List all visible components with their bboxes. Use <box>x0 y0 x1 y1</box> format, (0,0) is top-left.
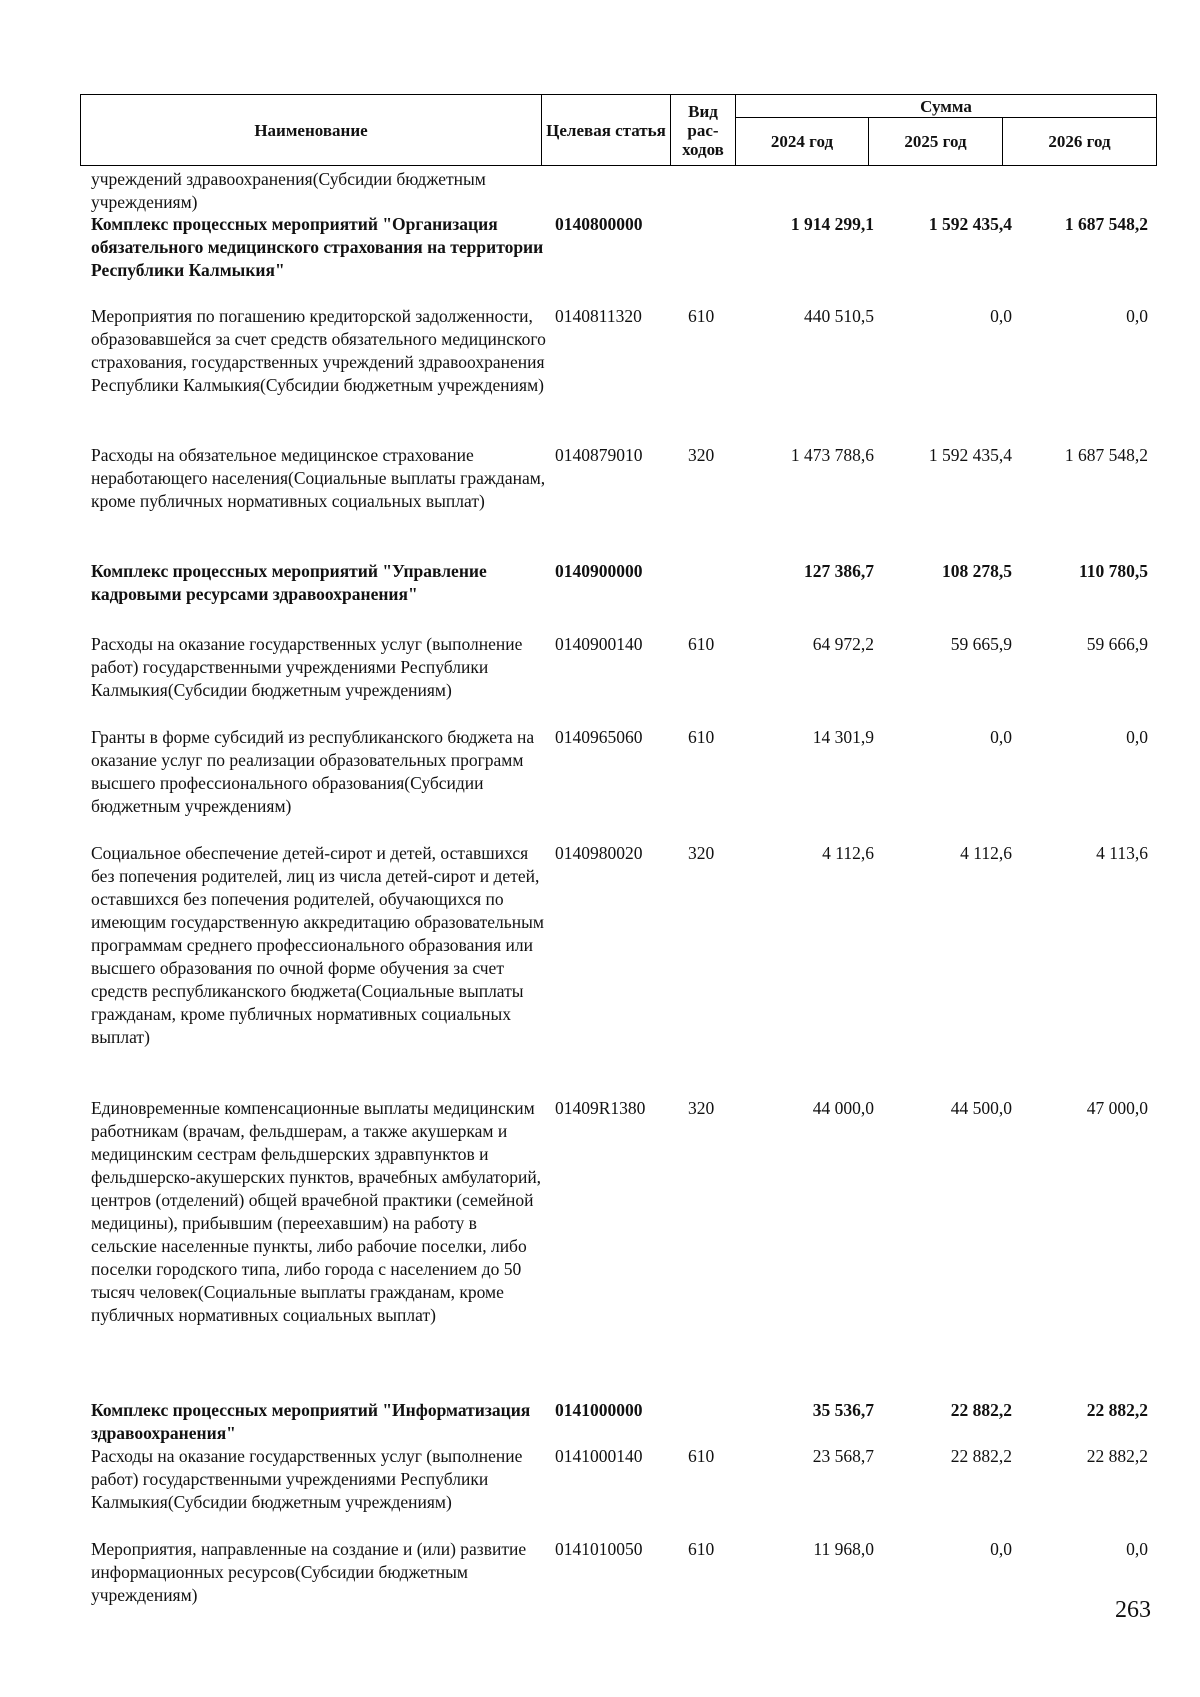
header-2024: 2024 год <box>770 132 834 151</box>
row-2024: 35 536,7 <box>812 1400 874 1420</box>
row-2024: 4 112,6 <box>822 843 874 863</box>
row-code: 0140965060 <box>555 727 643 747</box>
row-2024: 127 386,7 <box>804 561 874 581</box>
row-2025: 1 592 435,4 <box>928 445 1012 465</box>
row-code: 01409R1380 <box>555 1098 646 1118</box>
row-name: Гранты в форме субсидий из республиканского бюджета на оказание услуг по реализации образовательных программ высшего профессионального образования(Субсидии бюджетным учреждениям) <box>91 727 535 816</box>
row-2026: 22 882,2 <box>1086 1400 1148 1420</box>
row-2025: 4 112,6 <box>960 843 1012 863</box>
row-name: Комплекс процессных мероприятий "Организация обязательного медицинского страхования на территории Республики Калмыкия" <box>91 214 544 280</box>
row-name: Комплекс процессных мероприятий "Управление кадровыми ресурсами здравоохранения" <box>91 561 487 604</box>
row-kind: 610 <box>688 727 715 747</box>
row-2025: 22 882,2 <box>950 1446 1012 1466</box>
row-2026: 0,0 <box>1126 1539 1148 1559</box>
header-2026: 2026 год <box>1048 132 1111 151</box>
row-code: 0141000000 <box>555 1400 643 1420</box>
row-2025: 0,0 <box>990 727 1012 747</box>
row-name: Комплекс процессных мероприятий "Информатизация здравоохранения" <box>91 1400 531 1443</box>
table-header <box>80 94 1157 166</box>
row-2026: 47 000,0 <box>1086 1098 1148 1118</box>
row-kind: 610 <box>688 634 715 654</box>
row-name: Расходы на оказание государственных услуг (выполнение работ) государственными учреждениями Республики Калмыкия(Субсидии бюджетным учреждениям) <box>91 1446 523 1512</box>
row-2024: 44 000,0 <box>812 1098 874 1118</box>
row-2026: 0,0 <box>1126 727 1148 747</box>
row-2026: 59 666,9 <box>1086 634 1148 654</box>
row-2026: 1 687 548,2 <box>1064 214 1148 234</box>
header-kind: Вид рас-ходов <box>682 101 724 159</box>
header-sum: Сумма <box>920 97 972 116</box>
row-2025: 0,0 <box>990 1539 1012 1559</box>
row-2025: 44 500,0 <box>950 1098 1012 1118</box>
row-2025: 22 882,2 <box>950 1400 1012 1420</box>
row-2024: 1 914 299,1 <box>790 214 874 234</box>
row-kind: 320 <box>688 843 715 863</box>
row-2024: 11 968,0 <box>813 1539 874 1559</box>
row-name: Расходы на оказание государственных услуг (выполнение работ) государственными учреждениями Республики Калмыкия(Субсидии бюджетным учреждениям) <box>91 634 523 700</box>
row-2024: 23 568,7 <box>812 1446 874 1466</box>
row-2024: 14 301,9 <box>812 727 874 747</box>
row-name: Единовременные компенсационные выплаты медицинским работникам (врачам, фельдшерам, а также акушеркам и медицинским сестрам фельдшерских здравпунктов и фельдшерско-акушерских пунктов, врачебных амбулаторий, центров (отделений) общей врачебной практики (семейной медицины), прибывшим (переехавшим) на работу в сельские населенные пункты, либо рабочие поселки, либо поселки городского типа, либо города с населением до 50 тысяч человек(Социальные выплаты гражданам, кроме публичных нормативных социальных выплат) <box>91 1098 542 1325</box>
row-code: 0141010050 <box>555 1539 643 1559</box>
header-2025: 2025 год <box>904 132 967 151</box>
row-2026: 1 687 548,2 <box>1064 445 1148 465</box>
row-code: 0140879010 <box>555 445 643 465</box>
row-name: учреждений здравоохранения(Субсидии бюджетным учреждениям) <box>91 169 486 212</box>
row-kind: 610 <box>688 1539 715 1559</box>
row-kind: 320 <box>688 1098 715 1118</box>
row-code: 0140980020 <box>555 843 643 863</box>
row-name: Мероприятия по погашению кредиторской задолженности, образовавшейся за счет средств обязательного медицинского страхования, государственных учреждений здравоохранения Республики Калмыкия(Субсидии бюджетным учреждениям) <box>91 306 546 395</box>
row-2025: 108 278,5 <box>942 561 1012 581</box>
row-name: Социальное обеспечение детей-сирот и детей, оставшихся без попечения родителей, лиц из числа детей-сирот и детей, оставшихся без попечения родителей, обучающихся по имеющим государственную аккредитацию образовательным программам среднего профессионального образования или высшего образования по очной форме обучения за счет средств республиканского бюджета(Социальные выплаты гражданам, кроме публичных нормативных социальных выплат) <box>91 843 544 1047</box>
header-name: Наименование <box>254 120 368 140</box>
page-number: 263 <box>1115 1597 1151 1623</box>
row-kind: 610 <box>688 306 715 326</box>
row-code: 0141000140 <box>555 1446 643 1466</box>
row-2026: 0,0 <box>1126 306 1148 326</box>
row-2026: 110 780,5 <box>1078 561 1148 581</box>
row-2025: 0,0 <box>990 306 1012 326</box>
row-2025: 1 592 435,4 <box>928 214 1012 234</box>
row-2024: 1 473 788,6 <box>790 445 874 465</box>
row-code: 0140811320 <box>555 306 642 326</box>
row-code: 0140800000 <box>555 214 643 234</box>
row-kind: 320 <box>688 445 715 465</box>
row-code: 0140900000 <box>555 561 643 581</box>
header-target: Целевая статья <box>546 120 666 140</box>
row-name: Расходы на обязательное медицинское страхование неработающего населения(Социальные выплаты гражданам, кроме публичных нормативных социальных выплат) <box>91 445 546 511</box>
row-2026: 22 882,2 <box>1086 1446 1148 1466</box>
row-name: Мероприятия, направленные на создание и (или) развитие информационных ресурсов(Субсидии бюджетным учреждениям) <box>91 1539 527 1605</box>
row-2025: 59 665,9 <box>950 634 1012 654</box>
row-kind: 610 <box>688 1446 715 1466</box>
row-2024: 440 510,5 <box>804 306 874 326</box>
row-code: 0140900140 <box>555 634 643 654</box>
row-2026: 4 113,6 <box>1096 843 1148 863</box>
row-2024: 64 972,2 <box>812 634 874 654</box>
